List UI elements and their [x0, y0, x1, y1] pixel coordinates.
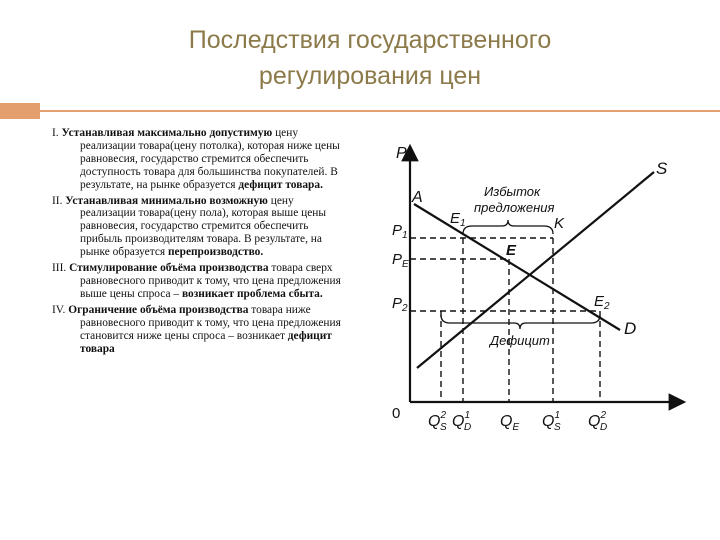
qe-label: $Q_E$ [500, 413, 520, 433]
deficit-label: Дефицит [490, 333, 550, 348]
paragraph-bold-tail: дефицит товара [80, 329, 332, 355]
surplus-label-line-2: предложения [474, 200, 555, 215]
paragraph-lead: Устанавливая максимально допустимую [61, 127, 273, 139]
paragraph-body: товара ниже равновесного приводит к тому, что цена предложения становится ниже цены спроса – возникает [80, 303, 341, 342]
origin-label: 0 [392, 405, 401, 422]
paragraph-number: III. [52, 262, 67, 275]
surplus-brace [463, 220, 553, 234]
accent-divider [40, 110, 720, 112]
qs2-label: $Q^2$ S [428, 410, 447, 433]
paragraph-body: цену реализации товара(цену пола), которая выше цены равновесия, государство стремится обеспечить прибыль производителям товара. В результате, на рынке образуется [80, 194, 326, 259]
paragraph-body: товара сверх равновесного приводит к тому, что цена предложения выше цены спроса – [80, 262, 341, 300]
paragraph-number: IV. [52, 303, 66, 316]
guide-lines [410, 238, 600, 402]
paragraph-body: цену реализации товара(цену потолка), которая ниже цены равновесия, государство стремится обеспечить доступность товара для большинства покупателей. В результате, на рынке образуется [80, 127, 340, 191]
paragraph-number: II. [52, 194, 63, 207]
paragraph-bold-tail: возникает проблема сбыта. [181, 287, 323, 300]
paragraph-number: I. [52, 127, 59, 139]
point-e2-label: $E_2$ [594, 293, 610, 312]
paragraph-3 [52, 262, 352, 301]
qs1-label: $Q^1$ S [542, 410, 561, 433]
slide-title-line-2: регулирования цен [258, 62, 482, 90]
paragraph-lead: Ограничение объёма производства [68, 303, 249, 316]
paragraph-4 [52, 304, 352, 356]
paragraph-lead: Устанавливая минимально возможную [65, 194, 268, 207]
demand-label: D [624, 319, 637, 338]
paragraph-lead: Стимулирование объёма производства [69, 262, 269, 275]
paragraph-2 [52, 195, 352, 260]
slide-title [110, 22, 630, 94]
paragraph-bold-tail: перепроизводство. [167, 246, 264, 259]
point-a-label: A [412, 189, 423, 206]
supply-demand-graph [362, 130, 692, 470]
deficit-brace [441, 315, 600, 329]
surplus-label-line-1: Избыток [484, 184, 541, 199]
point-k-label: K [554, 215, 565, 232]
supply-label: S [656, 159, 668, 178]
text-column [52, 127, 352, 358]
qd2-label: $Q^2$ D [588, 410, 608, 433]
point-e1-label: $E_1$ [450, 210, 466, 229]
axis-p-label: P [396, 145, 407, 162]
qd1-label: $Q^1$ D [452, 410, 472, 433]
point-e-label: E [506, 242, 517, 259]
paragraph-bold-tail: дефицит товара. [238, 178, 323, 191]
p2-label: $P_2$ [392, 295, 408, 314]
accent-block [0, 103, 40, 119]
pe-label: $P_E$ [392, 251, 409, 270]
paragraph-1 [52, 127, 352, 192]
p1-label: $P_1$ [392, 222, 408, 241]
slide-title-line-1: Последствия государственного [188, 26, 552, 54]
